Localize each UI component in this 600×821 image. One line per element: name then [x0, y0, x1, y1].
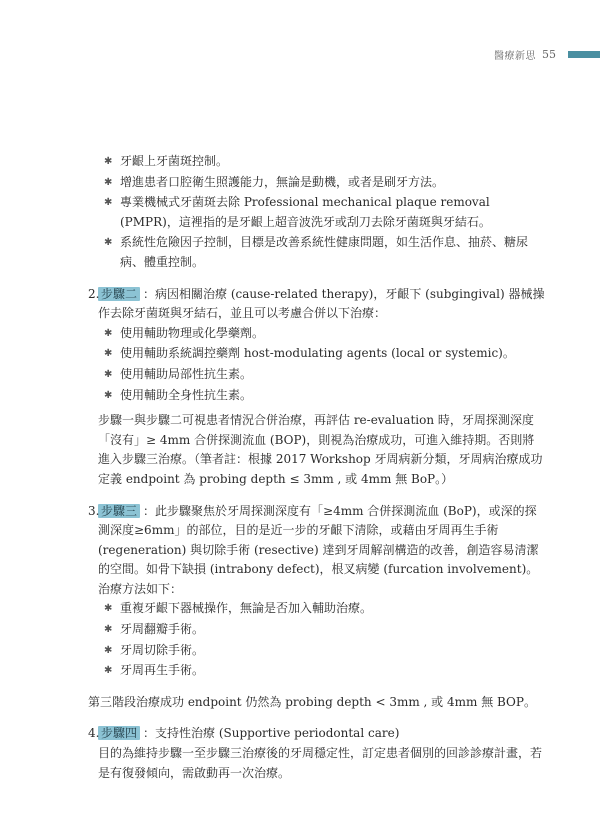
stage3-endpoint-line: 第三階段治療成功 endpoint 仍然為 probing depth < 3mm , 或 4mm 無 BOP。: [88, 694, 536, 709]
header-title: 醫療新思: [494, 50, 536, 62]
step4-label: 步驟四: [98, 726, 140, 740]
step2-number: 2.: [88, 286, 100, 301]
step3-label: 步驟三: [98, 504, 140, 518]
step4-section: [88, 724, 546, 744]
list-item: ✱ 牙周翻瓣手術。: [98, 620, 546, 640]
list-item: ✱ 牙齦上牙菌斑控制。: [98, 152, 546, 172]
list-item: ✱ 使用輔助全身性抗生素。: [98, 386, 546, 406]
step3-text: ：此步驟聚焦於牙周探測深度有「≥4mm 合併探測流血 (BoP)，或深的探測深度≥6mm」的部位，目的是近一步的牙齦下清除，或藉由牙周再生手術(regeneration) 與切除手術 (resective) 達到牙周解剖構造的改善，創造容易清潔的空間。如骨下缺損 (intrabony defect)，根叉病變 (furcation involvement)。治療方法如下：: [98, 503, 539, 596]
step2-label: 步驟二: [98, 287, 140, 301]
step4-number: 4.: [88, 726, 100, 741]
step2-paragraph: 步驟一與步驟二可視患者情況合併治療，再評估 re-evaluation 時，牙周探測深度「沒有」≥ 4mm 合併探測流血 (BOP)，則視為治療成功，可進入維持期。否則將進入步驟三治療。（筆者註：根據 2017 Workshop 牙周病新分類，牙周病治療成功定義 endpoint 為 probing depth ≤ 3mm , 或 4mm 無 BoP。）: [98, 413, 543, 486]
list-item: ✱ 系統性危險因子控制，目標是改善系統性健康問題，如生活作息、抽菸、糖尿病、體重控制。: [98, 233, 546, 272]
list-item: ✱ 使用輔助物理或化學藥劑。: [98, 324, 546, 344]
list-item: ✱ 牙周切除手術。: [98, 641, 546, 661]
list-item: ✱ 重複牙齦下器械操作，無論是否加入輔助治療。: [98, 599, 546, 619]
page-number: 55: [542, 47, 556, 61]
list-item: ✱ 增進患者口腔衛生照護能力，無論是動機，或者是刷牙方法。: [98, 173, 546, 193]
step4-text: ：支持性治療 (Supportive periodontal care): [143, 726, 400, 741]
step2-text: ：病因相關治療 (cause-related therapy)，牙齦下 (subgingival) 器械操作去除牙菌斑與牙結石，並且可以考慮合併以下治療：: [98, 286, 545, 321]
header-accent-bar: [568, 51, 600, 58]
running-header: [494, 45, 600, 63]
list-item: ✱ 使用輔助系統調控藥劑 host-modulating agents (local or systemic)。: [98, 344, 546, 364]
step3-number: 3.: [88, 503, 100, 518]
list-item: ✱ 專業機械式牙菌斑去除 Professional mechanical plaque removal (PMPR)，這裡指的是牙齦上超音波洗牙或刮刀去除牙菌斑與牙結石。: [98, 193, 546, 232]
step3-section: [88, 502, 546, 600]
list-item: ✱ 使用輔助局部性抗生素。: [98, 365, 546, 385]
page-content: [88, 152, 546, 783]
list-item: ✱ 牙周再生手術。: [98, 661, 546, 681]
step4-paragraph: 目的為維持步驟一至步驟三治療後的牙周穩定性，訂定患者個別的回診診療計畫，若是有復發傾向，需啟動再一次治療。: [98, 746, 543, 780]
step2-section: [88, 285, 546, 324]
